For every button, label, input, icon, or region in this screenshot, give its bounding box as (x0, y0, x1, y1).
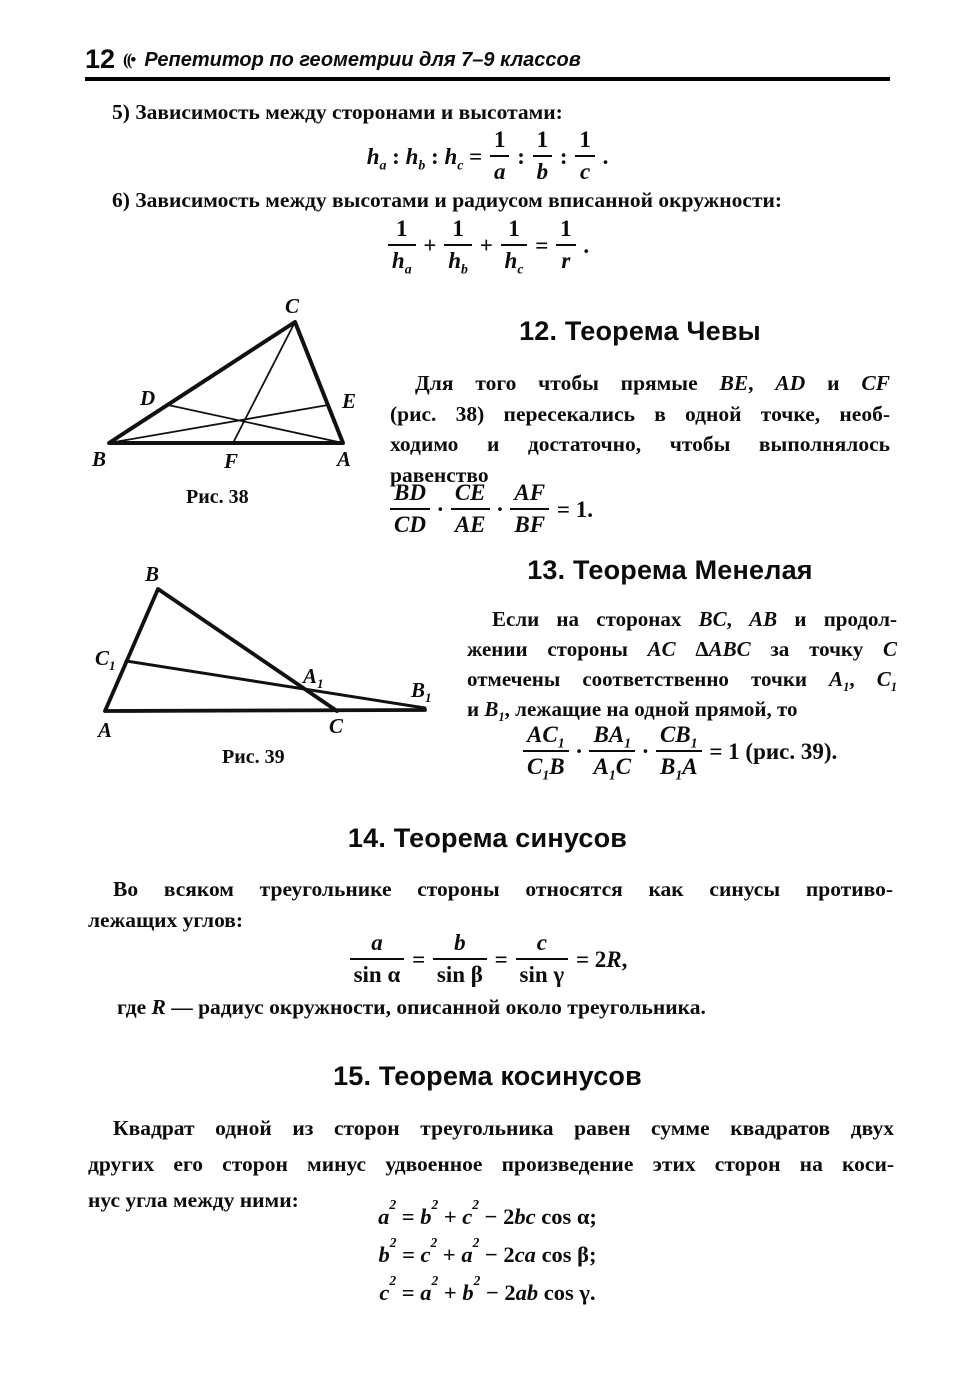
text-line: Квадрат одной из сторон треугольника равен сумме квадратов двух (113, 1116, 894, 1140)
fraction: $\frac{AF}{BF}$ (510, 479, 549, 538)
vertex-label-b: B (92, 447, 107, 471)
section-15-heading: 15. Теорема косинусов (333, 1061, 642, 1091)
fraction: $\frac{1}{c}$ (575, 126, 595, 185)
figure-39-caption: Рис. 39 (222, 746, 285, 768)
formula-cosine-b: $b^2 = c^2 + a^2 - 2ca$ cos β; (378, 1235, 597, 1267)
fraction: $\frac{AC_1}{C_1B}$ (523, 721, 569, 780)
text-line: ходимо и достаточно, чтобы выполнялось (390, 432, 890, 456)
vertex-label-b: B (145, 562, 160, 586)
vertex-label-c: C (329, 714, 344, 738)
vertex-label-d: D (140, 386, 156, 410)
section-13-paragraph (467, 604, 897, 724)
cosine-formulas (85, 1198, 890, 1312)
section-14-heading: 14. Теорема синусов (347, 823, 628, 853)
fraction: $\frac{c}{\text{sin γ}}$ (516, 929, 569, 988)
text-line: и $B_1$, лежащие на одной прямой, то (467, 697, 798, 725)
text-line: Если на сторонах BC, AB и продол- (492, 607, 898, 631)
figure-38 (85, 284, 377, 516)
text-line: других его сторон минус удвоенное произведение этих сторон на коси- (88, 1152, 894, 1176)
header-rule (85, 77, 890, 81)
section-13-heading: 13. Теорема Менелая (527, 555, 813, 585)
fraction: $\frac{CE}{AE}$ (451, 479, 490, 538)
formula-menelaus: $\frac{AC_1}{C_1B}$ · $\frac{BA_1}{A_1C}$ · $\frac{CB_1}{B_1A}$ = 1 (рис. 39). (521, 722, 837, 784)
text-line: Для того чтобы прямые BE, AD и CF (415, 371, 891, 395)
page-number: 12 (85, 44, 116, 74)
vertex-label-f: F (224, 449, 239, 473)
formula-sines: $\frac{a}{\text{sin α}}$ = $\frac{b}{\text{sin β}}$ = $\frac{c}{\text{sin γ}}$ = 2R, (85, 930, 890, 992)
text-line: (рис. 38) пересекались в одной точке, необ- (390, 401, 890, 426)
item6-label: 6) Зависимость между высотами и радиусом вписанной окружности: (112, 188, 783, 212)
formula-sides-heights: $h_a$ : $h_b$ : $h_c$ = $\frac{1}{a}$ : $\frac{1}{b}$ : $\frac{1}{c}$ . (366, 127, 609, 184)
figure-38-drawing (85, 284, 377, 476)
vertex-label-c: C (285, 294, 300, 318)
formula-heights-inradius: $\frac{1}{h_a}$ + $\frac{1}{h_b}$ + $\frac{1}{h_c}$ = $\frac{1}{r}$ . (85, 216, 890, 278)
text-line: нус угла между ними: (88, 1188, 299, 1212)
vertex-label-a: A (98, 718, 113, 742)
running-head-title: Репетитор по геометрии для 7–9 классов (144, 49, 581, 71)
fraction: $\frac{b}{\text{sin β}}$ (433, 929, 487, 988)
formula-ceva: $\frac{BD}{CD}$ · $\frac{CE}{AE}$ · $\frac{AF}{BF}$ = 1. (388, 480, 593, 542)
fraction: $\frac{1}{b}$ (533, 126, 553, 185)
figure-39 (95, 558, 440, 782)
formula-cosine-c: $c^2 = a^2 + b^2 - 2ab$ cos γ. (379, 1273, 596, 1305)
figure-38-caption: Рис. 38 (186, 486, 249, 508)
point-label-c1: $C_1$ (95, 646, 116, 674)
page-header (85, 44, 581, 75)
text-line: равенство (390, 462, 489, 487)
fraction: $\frac{1}{h_c}$ (501, 215, 528, 274)
section-12-heading: 12. Теорема Чевы (519, 316, 761, 346)
header-ornament-icon: ((• (123, 50, 135, 69)
section-12-paragraph (390, 368, 890, 490)
formula-cosine-a: $a^2 = b^2 + c^2 - 2bc$ cos α; (378, 1197, 597, 1229)
point-label-a1: $A_1$ (303, 664, 324, 692)
text-line: лежащих углов: (88, 907, 244, 932)
text-line: отмечены соответственно точки $A_1$, $C_1$ (467, 667, 897, 695)
vertex-label-e: E (342, 389, 357, 413)
text-line: Во всяком треугольнике стороны относятся как синусы противо- (113, 877, 893, 901)
vertex-label-a: A (337, 447, 352, 471)
fraction: $\frac{BA_1}{A_1C}$ (589, 721, 635, 780)
point-label-b1: $B_1$ (411, 678, 432, 706)
item5-label: 5) Зависимость между сторонами и высотами: (112, 100, 563, 124)
fraction: $\frac{1}{a}$ (490, 126, 510, 185)
fraction: $\frac{a}{\text{sin α}}$ (350, 929, 405, 988)
section-14-paragraph (88, 874, 893, 935)
fraction: $\frac{1}{h_b}$ (444, 215, 472, 274)
text-line: жении стороны AC ΔABC за точку C (467, 637, 897, 661)
fraction: $\frac{CB_1}{B_1A}$ (656, 721, 702, 780)
sines-where-clause: где R — радиус окружности, описанной около треугольника. (117, 995, 706, 1019)
fraction: $\frac{1}{r}$ (556, 215, 576, 274)
fraction: $\frac{1}{h_a}$ (388, 215, 416, 274)
fraction: $\frac{BD}{CD}$ (390, 479, 430, 538)
